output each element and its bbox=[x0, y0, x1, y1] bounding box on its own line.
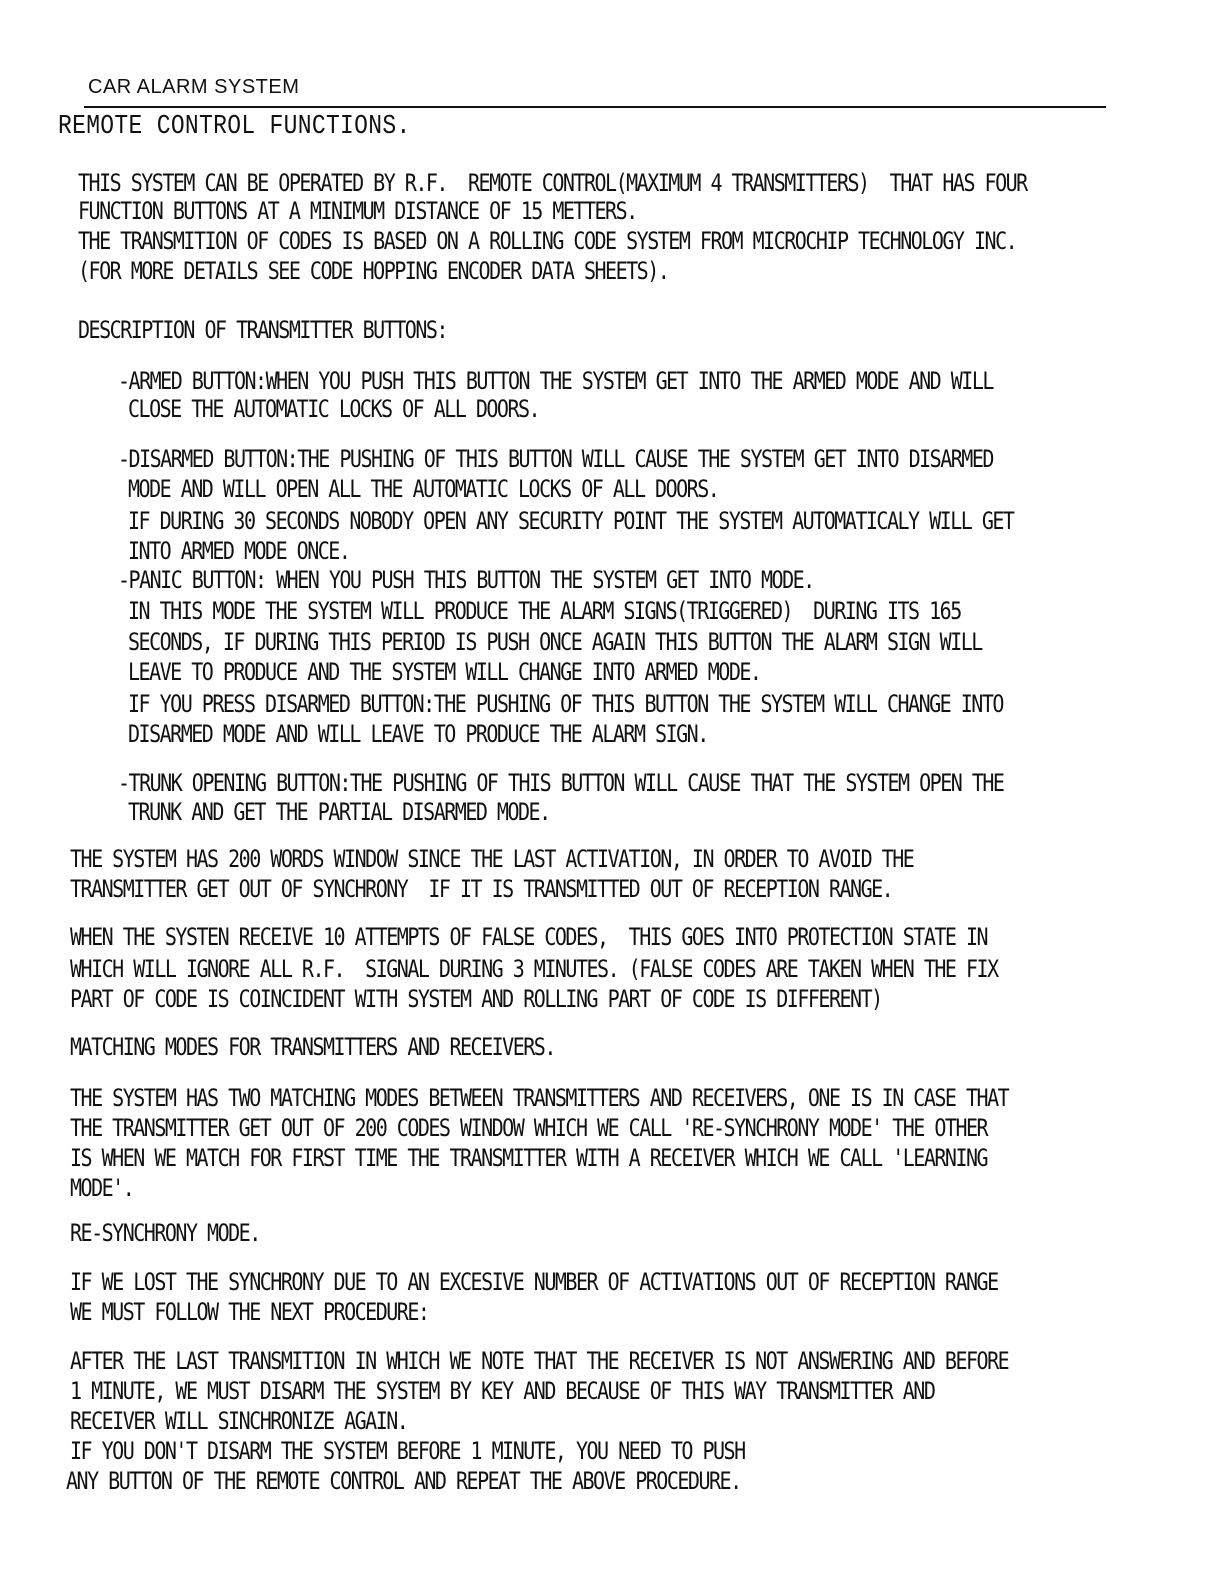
text-line: TRUNK AND GET THE PARTIAL DISARMED MODE. bbox=[128, 797, 550, 826]
text-line: FUNCTION BUTTONS AT A MINIMUM DISTANCE OF 15 METTERS. bbox=[78, 196, 637, 225]
text-line: IF YOU PRESS DISARMED BUTTON:THE PUSHING OF THIS BUTTON THE SYSTEM WILL CHANGE INTO bbox=[128, 689, 1003, 718]
subheading: MATCHING MODES FOR TRANSMITTERS AND RECEIVERS. bbox=[70, 1032, 555, 1061]
text-line: THE SYSTEM HAS 200 WORDS WINDOW SINCE THE LAST ACTIVATION, IN ORDER TO AVOID THE bbox=[70, 844, 914, 873]
subheading: RE-SYNCHRONY MODE. bbox=[70, 1218, 260, 1247]
text-line: WHICH WILL IGNORE ALL R.F. SIGNAL DURING 3 MINUTES. (FALSE CODES ARE TAKEN WHEN THE FIX bbox=[70, 954, 998, 983]
text-line: PART OF CODE IS COINCIDENT WITH SYSTEM AND ROLLING PART OF CODE IS DIFFERENT) bbox=[70, 984, 882, 1013]
section-title: REMOTE CONTROL FUNCTIONS. bbox=[58, 111, 411, 141]
text-line: THE SYSTEM HAS TWO MATCHING MODES BETWEEN TRANSMITTERS AND RECEIVERS, ONE IS IN CASE THAT bbox=[70, 1083, 1009, 1112]
text-line: (FOR MORE DETAILS SEE CODE HOPPING ENCODER DATA SHEETS). bbox=[78, 256, 669, 285]
text-line: WE MUST FOLLOW THE NEXT PROCEDURE: bbox=[70, 1297, 429, 1326]
header-rule bbox=[84, 106, 1106, 108]
text-line: IF DURING 30 SECONDS NOBODY OPEN ANY SECURITY POINT THE SYSTEM AUTOMATICALY WILL GET bbox=[128, 506, 1014, 535]
text-line: WHEN THE SYSTEN RECEIVE 10 ATTEMPTS OF FALSE CODES, THIS GOES INTO PROTECTION STATE IN bbox=[70, 922, 988, 951]
text-line: -TRUNK OPENING BUTTON:THE PUSHING OF THIS BUTTON WILL CAUSE THAT THE SYSTEM OPEN THE bbox=[118, 768, 1004, 797]
text-line: -PANIC BUTTON: WHEN YOU PUSH THIS BUTTON THE SYSTEM GET INTO MODE. bbox=[118, 565, 814, 594]
text-line: IS WHEN WE MATCH FOR FIRST TIME THE TRANSMITTER WITH A RECEIVER WHICH WE CALL 'LEARNING bbox=[70, 1143, 988, 1172]
text-line: INTO ARMED MODE ONCE. bbox=[128, 536, 350, 565]
text-line: 1 MINUTE, WE MUST DISARM THE SYSTEM BY KEY AND BECAUSE OF THIS WAY TRANSMITTER AND bbox=[70, 1376, 935, 1405]
text-line: THE TRANSMITTER GET OUT OF 200 CODES WINDOW WHICH WE CALL 'RE-SYNCHRONY MODE' THE OTHER bbox=[70, 1113, 988, 1142]
text-line: CLOSE THE AUTOMATIC LOCKS OF ALL DOORS. bbox=[128, 394, 540, 423]
text-line: MODE'. bbox=[70, 1173, 134, 1202]
text-line: THIS SYSTEM CAN BE OPERATED BY R.F. REMOTE CONTROL(MAXIMUM 4 TRANSMITTERS) THAT HAS FOUR bbox=[78, 168, 1027, 197]
text-line: ANY BUTTON OF THE REMOTE CONTROL AND REPEAT THE ABOVE PROCEDURE. bbox=[66, 1466, 741, 1495]
text-line: TRANSMITTER GET OUT OF SYNCHRONY IF IT IS TRANSMITTED OUT OF RECEPTION RANGE. bbox=[70, 874, 893, 903]
text-line: THE TRANSMITION OF CODES IS BASED ON A ROLLING CODE SYSTEM FROM MICROCHIP TECHNOLOGY INC. bbox=[78, 226, 1017, 255]
text-line: IF YOU DON'T DISARM THE SYSTEM BEFORE 1 MINUTE, YOU NEED TO PUSH bbox=[70, 1436, 745, 1465]
text-line: MODE AND WILL OPEN ALL THE AUTOMATIC LOCKS OF ALL DOORS. bbox=[128, 474, 719, 503]
text-line: -ARMED BUTTON:WHEN YOU PUSH THIS BUTTON THE SYSTEM GET INTO THE ARMED MODE AND WILL bbox=[118, 366, 993, 395]
document-header: CAR ALARM SYSTEM bbox=[88, 76, 300, 98]
text-line: DISARMED MODE AND WILL LEAVE TO PRODUCE THE ALARM SIGN. bbox=[128, 719, 708, 748]
text-line: SECONDS, IF DURING THIS PERIOD IS PUSH ONCE AGAIN THIS BUTTON THE ALARM SIGN WILL bbox=[128, 627, 982, 656]
text-line: IF WE LOST THE SYNCHRONY DUE TO AN EXCESIVE NUMBER OF ACTIVATIONS OUT OF RECEPTION RANGE bbox=[70, 1267, 998, 1296]
text-line: RECEIVER WILL SINCHRONIZE AGAIN. bbox=[70, 1406, 408, 1435]
text-line: AFTER THE LAST TRANSMITION IN WHICH WE NOTE THAT THE RECEIVER IS NOT ANSWERING AND BEFORE bbox=[70, 1346, 1009, 1375]
text-line: IN THIS MODE THE SYSTEM WILL PRODUCE THE ALARM SIGNS(TRIGGERED) DURING ITS 165 bbox=[128, 596, 961, 625]
text-line: -DISARMED BUTTON:THE PUSHING OF THIS BUTTON WILL CAUSE THE SYSTEM GET INTO DISARMED bbox=[118, 444, 993, 473]
subheading: DESCRIPTION OF TRANSMITTER BUTTONS: bbox=[78, 315, 447, 344]
text-line: LEAVE TO PRODUCE AND THE SYSTEM WILL CHANGE INTO ARMED MODE. bbox=[128, 657, 761, 686]
